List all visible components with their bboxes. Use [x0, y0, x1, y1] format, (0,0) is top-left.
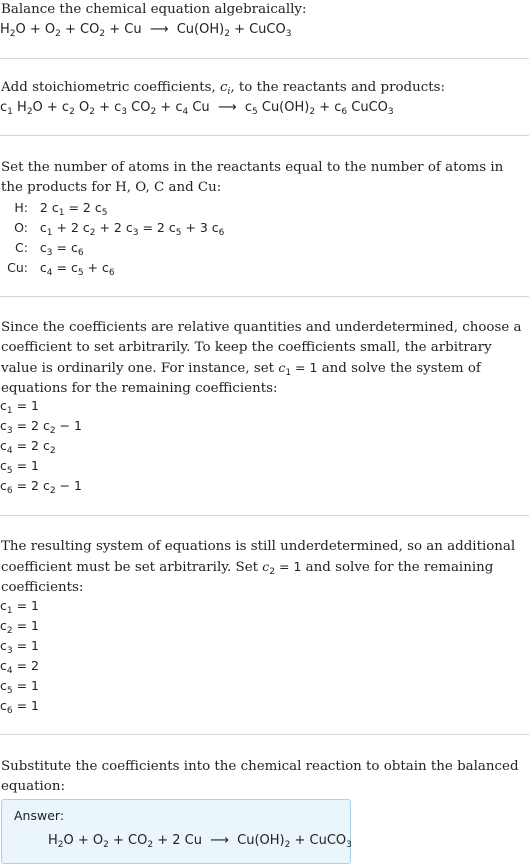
solution-row: $c_5 = 1$: [0, 458, 39, 476]
intro-text: Balance the chemical equation algebraically:: [1, 2, 307, 17]
final-coefficient-row: $c_3 = 1$: [0, 638, 39, 656]
final-coefficient-row: $c_1 = 1$: [0, 598, 39, 616]
step1-text: Add stoichiometric coefficients, $c_i$, to the reactants and products:: [1, 80, 445, 97]
step3-text: Since the coefficients are relative quantities and underdetermined, choose a coefficient to set arbitrarily. To keep the coefficients small, the arbitrary value is ordinarily one. For instance, set $c_1 = 1$ and solve the system of equations for the remaining coefficients:: [1, 320, 522, 396]
answer-label: Answer:: [14, 808, 65, 823]
final-coefficient-row: $c_2 = 1$: [0, 618, 39, 636]
solution-row: $c_1 = 1$: [0, 398, 39, 416]
step5-text: Substitute the coefficients into the chemical reaction to obtain the balanced equation:: [1, 759, 519, 794]
divider: [0, 135, 529, 136]
divider: [0, 58, 529, 59]
step2-text: Set the number of atoms in the reactants equal to the number of atoms in the products for H, O, C and Cu:: [1, 160, 504, 195]
solution-row: $c_4 = 2$ $c_2$: [0, 438, 56, 456]
balanced-equation: $H_2O + O_2 + CO_2 + 2$ Cu ⟶ $Cu(OH)_2$ + CuCO$_3$: [48, 833, 352, 850]
final-coefficient-row: $c_6 = 1$: [0, 698, 39, 716]
solution-row: $c_6 = 2$ $c_2 - 1$: [0, 478, 82, 496]
divider: [0, 734, 529, 735]
atom-row-c: C: $c_3 = c_6$: [15, 240, 84, 258]
divider: [0, 296, 529, 297]
divider: [0, 515, 529, 516]
final-coefficient-row: $c_5 = 1$: [0, 678, 39, 696]
final-coefficient-row: $c_4 = 2$: [0, 658, 39, 676]
atom-row-cu: Cu: $c_4 = c_5 + c_6$: [7, 260, 115, 278]
atom-row-o: O: $c_1 + 2$ $c_2 + 2$ $c_3 = 2$ $c_5 + 3$ $c_6$: [14, 220, 225, 238]
solution-row: $c_3 = 2$ $c_2 - 1$: [0, 418, 82, 436]
step4-text: The resulting system of equations is still underdetermined, so an additional coefficient must be set arbitrarily. Set $c_2 = 1$ and solve for the remaining coefficients:: [1, 539, 516, 595]
unbalanced-equation: $H_2O + O_2 + CO_2 + Cu$ ⟶ $Cu(OH)_2$ + CuCO$_3$: [0, 22, 292, 39]
atom-row-h: H: 2 $c_1 = 2$ $c_5$: [14, 200, 108, 218]
equation-with-coefficients: $c_1$ $H_2O + c_2$ $O_2 + c_3$ $CO_2 + c_4$ Cu ⟶ $c_5$ $Cu(OH)_2 + c_6$ CuCO$_3$: [0, 100, 394, 117]
answer-box: [1, 799, 351, 864]
